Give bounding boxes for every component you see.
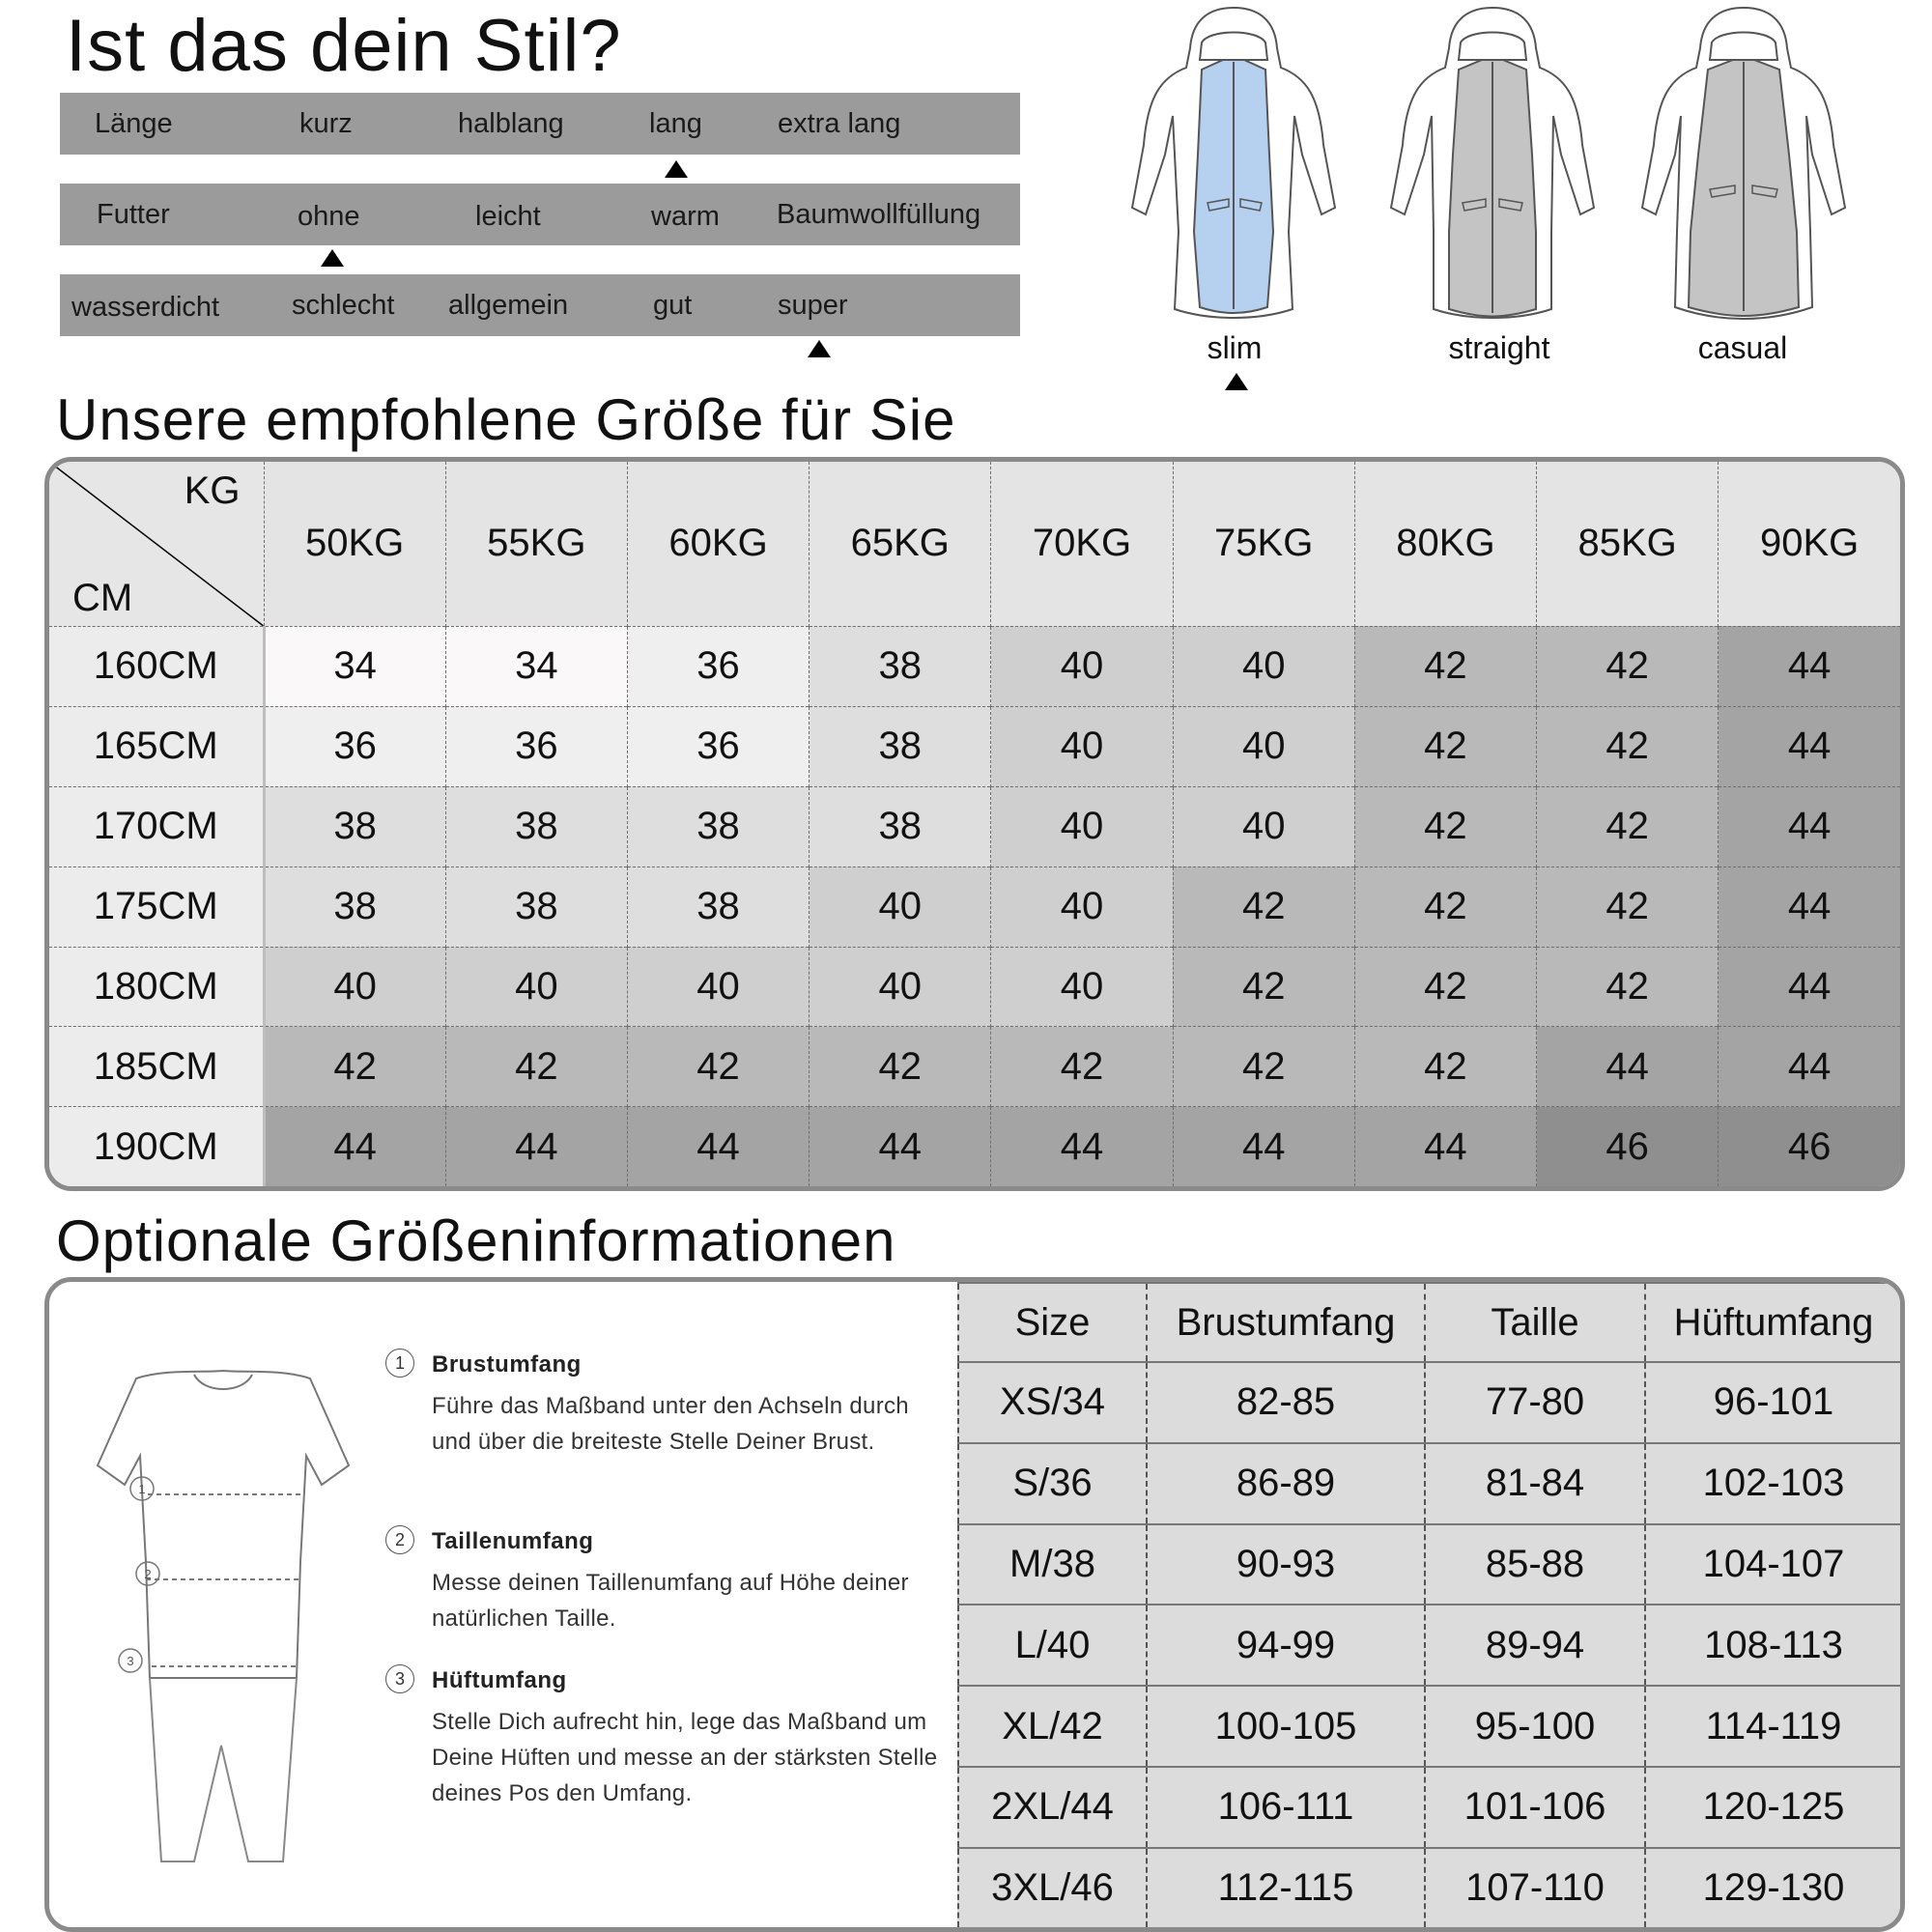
length-option: lang — [649, 108, 702, 139]
size-cell: 44 — [1719, 786, 1900, 867]
measure-text-hip: Stelle Dich aufrecht hin, lege das Maßband um Deine Hüften und messe an der stärksten Stelle deines Pos den Umfang. — [432, 1709, 938, 1806]
size-cell: 44 — [264, 1107, 445, 1186]
lining-option: ohne — [298, 201, 360, 232]
size-cell: 42 — [1537, 626, 1719, 706]
measure-value: 86-89 — [1147, 1443, 1425, 1524]
size-cell: 42 — [1173, 947, 1354, 1027]
optional-info-box — [44, 1277, 1905, 1932]
measure-row — [958, 1443, 1901, 1524]
measure-value: 94-99 — [1147, 1605, 1425, 1686]
fit-label-straight: straight — [1448, 330, 1550, 365]
height-label: 190CM — [49, 1107, 264, 1186]
svg-text:3: 3 — [127, 1654, 134, 1668]
size-cell: 42 — [1354, 706, 1536, 786]
measure-value: 108-113 — [1645, 1605, 1901, 1686]
weight-header: 55KG — [445, 462, 627, 626]
measure-value: 106-111 — [1147, 1767, 1425, 1848]
lining-option: leicht — [475, 201, 541, 232]
waterproof-option: gut — [653, 290, 693, 321]
height-label: 185CM — [49, 1027, 264, 1107]
straight-coat-illustration — [1381, 0, 1604, 328]
size-cell: 44 — [1719, 626, 1900, 706]
size-cell: 40 — [991, 947, 1173, 1027]
size-cell: 44 — [1173, 1107, 1354, 1186]
height-label: 160CM — [49, 626, 264, 706]
size-cell: 38 — [445, 786, 627, 867]
size-label: 2XL/44 — [958, 1767, 1147, 1848]
waterproof-bar — [60, 274, 1020, 336]
size-label: XL/42 — [958, 1686, 1147, 1767]
size-cell: 36 — [627, 626, 809, 706]
size-label: S/36 — [958, 1443, 1147, 1524]
size-row — [49, 626, 1900, 706]
length-option: extra lang — [778, 108, 901, 139]
slim-coat-illustration — [1122, 0, 1345, 328]
size-cell: 40 — [991, 867, 1173, 947]
measure-value: 104-107 — [1645, 1524, 1901, 1605]
optional-info-title: Optionale Größeninformationen — [56, 1208, 896, 1273]
size-cell: 38 — [627, 786, 809, 867]
weight-header: 65KG — [810, 462, 991, 626]
size-cell: 42 — [1537, 867, 1719, 947]
size-cell: 40 — [991, 626, 1173, 706]
size-chart-title: Unsere empfohlene Größe für Sie — [56, 387, 956, 452]
waterproof-option: schlecht — [292, 290, 395, 321]
size-cell: 38 — [810, 786, 991, 867]
measure-row — [958, 1767, 1901, 1848]
size-cell: 42 — [1537, 706, 1719, 786]
lining-option: Baumwollfüllung — [777, 199, 981, 230]
size-cell: 40 — [1173, 706, 1354, 786]
size-cell: 40 — [810, 947, 991, 1027]
lining-selected-marker — [321, 249, 344, 267]
weight-header: 80KG — [1354, 462, 1536, 626]
body-measure-illustration — [69, 1359, 378, 1900]
size-cell: 44 — [627, 1107, 809, 1186]
measure-row — [958, 1524, 1901, 1605]
measure-number: 2 — [385, 1525, 414, 1554]
corner-kg-label: KG — [184, 469, 241, 512]
size-cell: 44 — [1537, 1027, 1719, 1107]
weight-header: 90KG — [1719, 462, 1900, 626]
size-cell: 38 — [445, 867, 627, 947]
size-cell: 42 — [1537, 786, 1719, 867]
svg-text:1: 1 — [138, 1482, 146, 1496]
measure-header: Size — [958, 1283, 1147, 1362]
measure-value: 81-84 — [1425, 1443, 1645, 1524]
waterproof-option: super — [778, 290, 848, 321]
size-row — [49, 947, 1900, 1027]
size-row — [49, 786, 1900, 867]
measure-value: 82-85 — [1147, 1362, 1425, 1443]
size-cell: 44 — [1354, 1107, 1536, 1186]
size-cell: 44 — [810, 1107, 991, 1186]
size-row — [49, 1107, 1900, 1186]
length-label: Länge — [95, 108, 173, 139]
size-cell: 38 — [627, 867, 809, 947]
size-label: L/40 — [958, 1605, 1147, 1686]
size-chart-table — [44, 457, 1905, 1191]
measure-title-hip: Hüftumfang — [432, 1667, 567, 1693]
size-cell: 38 — [810, 706, 991, 786]
size-cell: 42 — [991, 1027, 1173, 1107]
size-cell: 44 — [1719, 706, 1900, 786]
lining-bar — [60, 184, 1020, 245]
weight-header: 50KG — [264, 462, 445, 626]
size-cell: 38 — [810, 626, 991, 706]
size-cell: 40 — [445, 947, 627, 1027]
size-cell: 44 — [1719, 867, 1900, 947]
measure-text-waist: Messe deinen Taillenumfang auf Höhe deiner natürlichen Taille. — [432, 1570, 909, 1632]
measure-header: Hüftumfang — [1645, 1283, 1901, 1362]
weight-header: 70KG — [991, 462, 1173, 626]
fit-selected-marker — [1225, 373, 1248, 390]
measure-text-chest: Führe das Maßband unter den Achseln durch und über die breiteste Stelle Deiner Brust. — [432, 1393, 909, 1455]
casual-coat-illustration — [1633, 0, 1855, 328]
size-cell: 42 — [264, 1027, 445, 1107]
measure-row — [958, 1605, 1901, 1686]
size-cell: 42 — [1354, 1027, 1536, 1107]
height-label: 170CM — [49, 786, 264, 867]
measure-value: 112-115 — [1147, 1848, 1425, 1927]
fit-label-slim: slim — [1207, 330, 1263, 365]
size-cell: 42 — [1354, 626, 1536, 706]
measure-value: 85-88 — [1425, 1524, 1645, 1605]
style-title: Ist das dein Stil? — [66, 5, 622, 87]
size-cell: 36 — [445, 706, 627, 786]
size-cell: 40 — [627, 947, 809, 1027]
size-cell: 40 — [1173, 786, 1354, 867]
waterproof-selected-marker — [808, 340, 831, 357]
measure-value: 102-103 — [1645, 1443, 1901, 1524]
measure-value: 100-105 — [1147, 1686, 1425, 1767]
size-label: XS/34 — [958, 1362, 1147, 1443]
measure-row — [958, 1362, 1901, 1443]
size-row — [49, 867, 1900, 947]
size-cell: 40 — [991, 706, 1173, 786]
length-bar — [60, 93, 1020, 155]
size-cell: 42 — [1537, 947, 1719, 1027]
measure-value: 114-119 — [1645, 1686, 1901, 1767]
size-cell: 44 — [1719, 1027, 1900, 1107]
measure-number: 3 — [385, 1664, 414, 1693]
weight-header: 85KG — [1537, 462, 1719, 626]
size-cell: 34 — [445, 626, 627, 706]
size-cell: 34 — [264, 626, 445, 706]
measure-number: 1 — [385, 1349, 414, 1378]
size-cell: 38 — [264, 867, 445, 947]
size-cell: 42 — [1173, 867, 1354, 947]
measure-value: 96-101 — [1645, 1362, 1901, 1443]
measure-row — [958, 1848, 1901, 1927]
size-cell: 42 — [627, 1027, 809, 1107]
lining-option: warm — [651, 201, 720, 232]
size-row — [49, 1027, 1900, 1107]
size-cell: 40 — [1173, 626, 1354, 706]
size-cell: 42 — [1354, 867, 1536, 947]
measure-value: 95-100 — [1425, 1686, 1645, 1767]
measure-value: 90-93 — [1147, 1524, 1425, 1605]
weight-header: 60KG — [627, 462, 809, 626]
measure-value: 89-94 — [1425, 1605, 1645, 1686]
length-selected-marker — [665, 160, 688, 178]
measurement-table — [957, 1282, 1901, 1927]
measure-title-waist: Taillenumfang — [432, 1528, 594, 1554]
measure-value: 120-125 — [1645, 1767, 1901, 1848]
size-cell: 42 — [1173, 1027, 1354, 1107]
measure-header: Taille — [1425, 1283, 1645, 1362]
measure-value: 129-130 — [1645, 1848, 1901, 1927]
corner-cm-label: CM — [72, 576, 133, 619]
size-cell: 42 — [810, 1027, 991, 1107]
measure-value: 101-106 — [1425, 1767, 1645, 1848]
size-row — [49, 706, 1900, 786]
size-cell: 46 — [1719, 1107, 1900, 1186]
svg-text:2: 2 — [144, 1567, 152, 1581]
size-cell: 46 — [1537, 1107, 1719, 1186]
waterproof-option: allgemein — [448, 290, 569, 321]
size-label: 3XL/46 — [958, 1848, 1147, 1927]
measure-header: Brustumfang — [1147, 1283, 1425, 1362]
size-cell: 42 — [445, 1027, 627, 1107]
corner-cell — [49, 462, 264, 626]
weight-header: 75KG — [1173, 462, 1354, 626]
size-cell: 44 — [1719, 947, 1900, 1027]
waterproof-label: wasserdicht — [71, 292, 220, 323]
height-label: 180CM — [49, 947, 264, 1027]
length-option: halblang — [458, 108, 564, 139]
size-cell: 40 — [264, 947, 445, 1027]
size-cell: 40 — [810, 867, 991, 947]
size-cell: 36 — [264, 706, 445, 786]
size-cell: 42 — [1354, 786, 1536, 867]
lining-label: Futter — [97, 199, 170, 230]
size-cell: 44 — [445, 1107, 627, 1186]
length-option: kurz — [299, 108, 353, 139]
size-label: M/38 — [958, 1524, 1147, 1605]
height-label: 175CM — [49, 867, 264, 947]
height-label: 165CM — [49, 706, 264, 786]
size-cell: 42 — [1354, 947, 1536, 1027]
size-cell: 40 — [991, 786, 1173, 867]
measure-row — [958, 1686, 1901, 1767]
fit-label-casual: casual — [1697, 330, 1788, 365]
measure-value: 107-110 — [1425, 1848, 1645, 1927]
size-cell: 38 — [264, 786, 445, 867]
size-cell: 36 — [627, 706, 809, 786]
measure-title-chest: Brustumfang — [432, 1351, 582, 1378]
size-cell: 44 — [991, 1107, 1173, 1186]
measure-value: 77-80 — [1425, 1362, 1645, 1443]
